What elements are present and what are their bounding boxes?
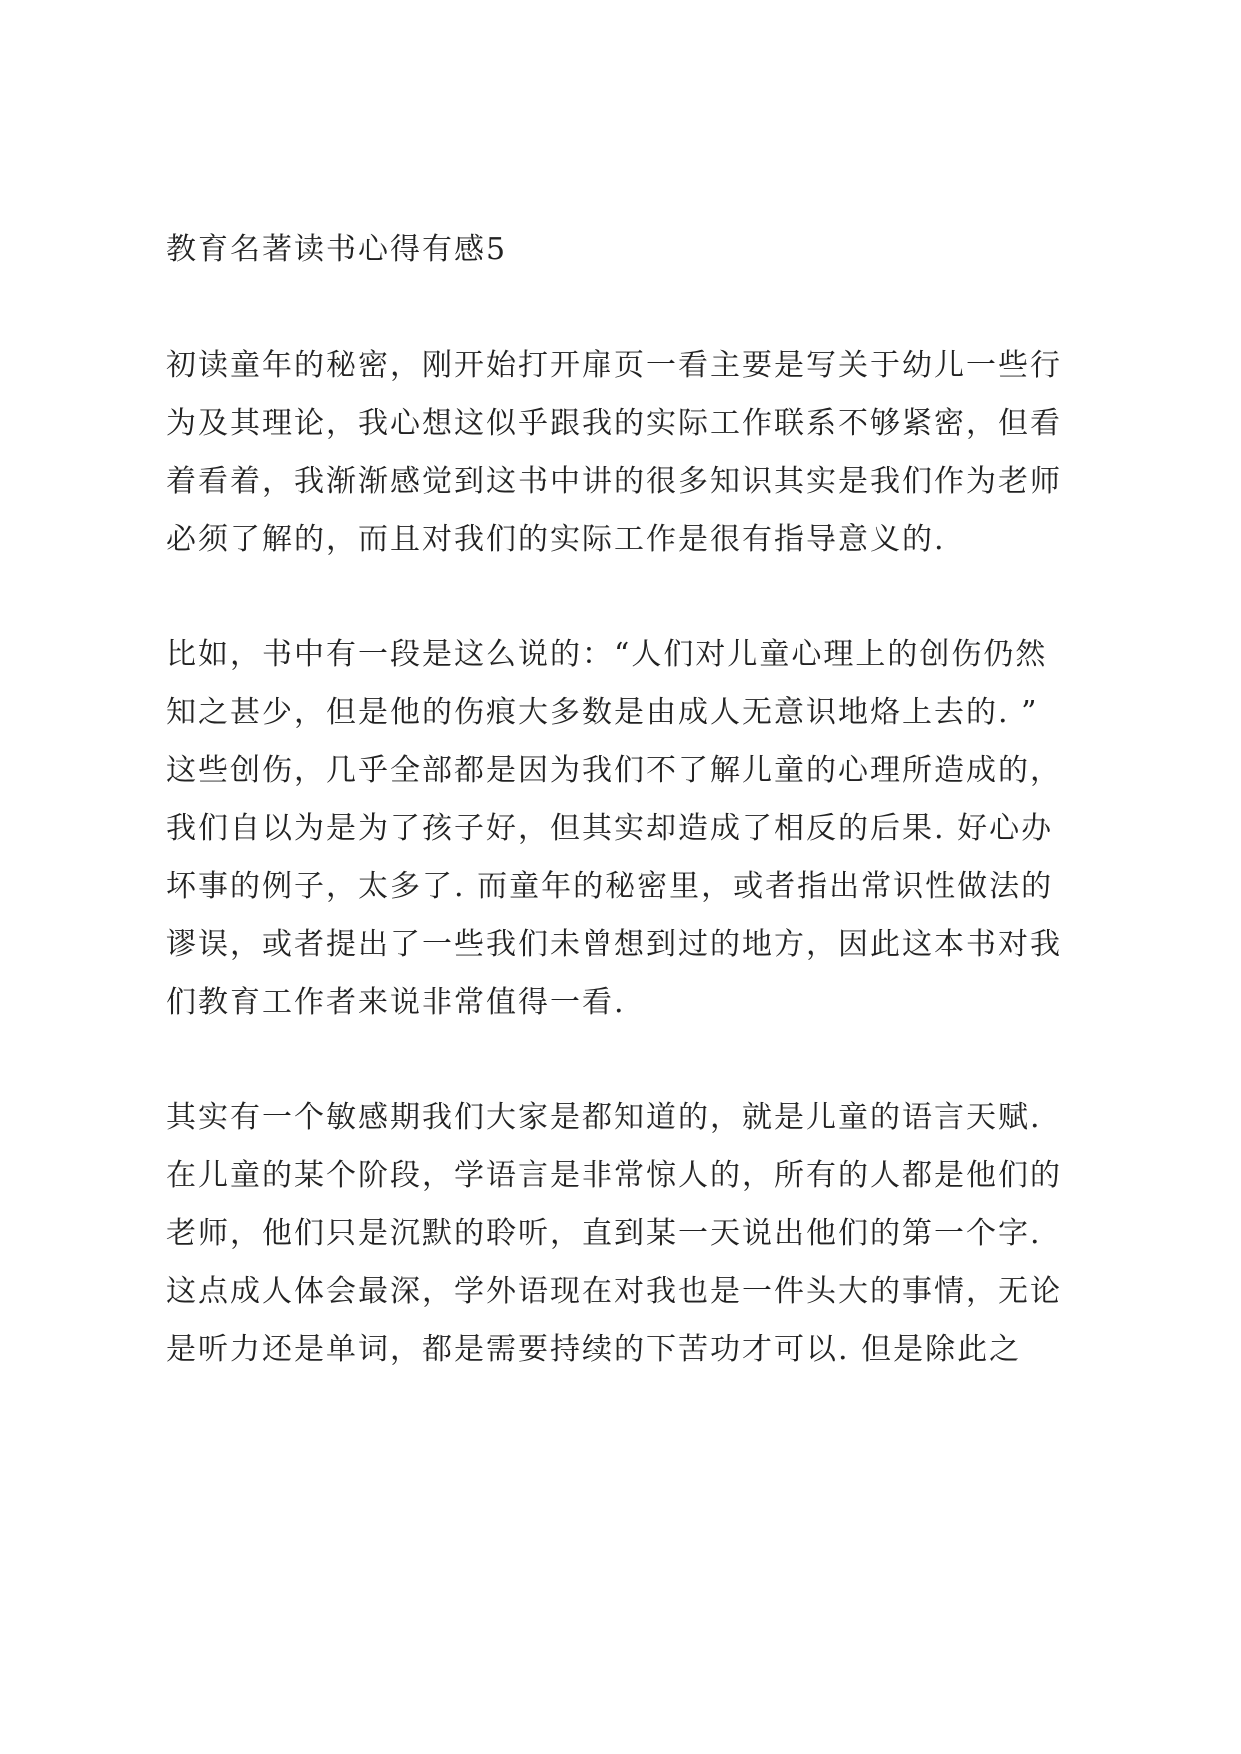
paragraph-line: 为及其理论，我心想这似乎跟我的实际工作联系不够紧密，但看 xyxy=(166,406,1062,441)
paragraph-line: 知之甚少，但是他的伤痕大多数是由成人无意识地烙上去的. ” xyxy=(166,695,1039,730)
paragraph-line: 这些创伤，几乎全部都是因为我们不了解儿童的心理所造成的， xyxy=(166,753,1062,788)
paragraph-line: 比如，书中有一段是这么说的：“人们对儿童心理上的创伤仍然 xyxy=(166,637,1048,672)
paragraph-line: 是听力还是单词，都是需要持续的下苦功才可以. 但是除此之 xyxy=(166,1332,1022,1367)
paragraph-line: 老师，他们只是沉默的聆听，直到某一天说出他们的第一个字. xyxy=(166,1216,1042,1251)
paragraph-line: 在儿童的某个阶段，学语言是非常惊人的，所有的人都是他们的 xyxy=(166,1158,1062,1193)
paragraph-line: 初读童年的秘密，刚开始打开扉页一看主要是写关于幼儿一些行 xyxy=(166,348,1062,383)
paragraph-line: 其实有一个敏感期我们大家是都知道的，就是儿童的语言天赋. xyxy=(166,1100,1042,1135)
paragraph-line: 谬误，或者提出了一些我们未曾想到过的地方，因此这本书对我 xyxy=(166,927,1062,962)
paragraph-line: 必须了解的，而且对我们的实际工作是很有指导意义的. xyxy=(166,522,946,557)
document-title: 教育名著读书心得有感5 xyxy=(166,232,508,267)
paragraph-line: 着看着，我渐渐感觉到这书中讲的很多知识其实是我们作为老师 xyxy=(166,464,1062,499)
paragraph-line: 坏事的例子，太多了. 而童年的秘密里，或者指出常识性做法的 xyxy=(166,869,1054,904)
paragraph-line: 们教育工作者来说非常值得一看. xyxy=(166,985,626,1020)
paragraph-line: 我们自以为是为了孩子好，但其实却造成了相反的后果. 好心办 xyxy=(166,811,1054,846)
paragraph-line: 这点成人体会最深，学外语现在对我也是一件头大的事情，无论 xyxy=(166,1274,1062,1309)
